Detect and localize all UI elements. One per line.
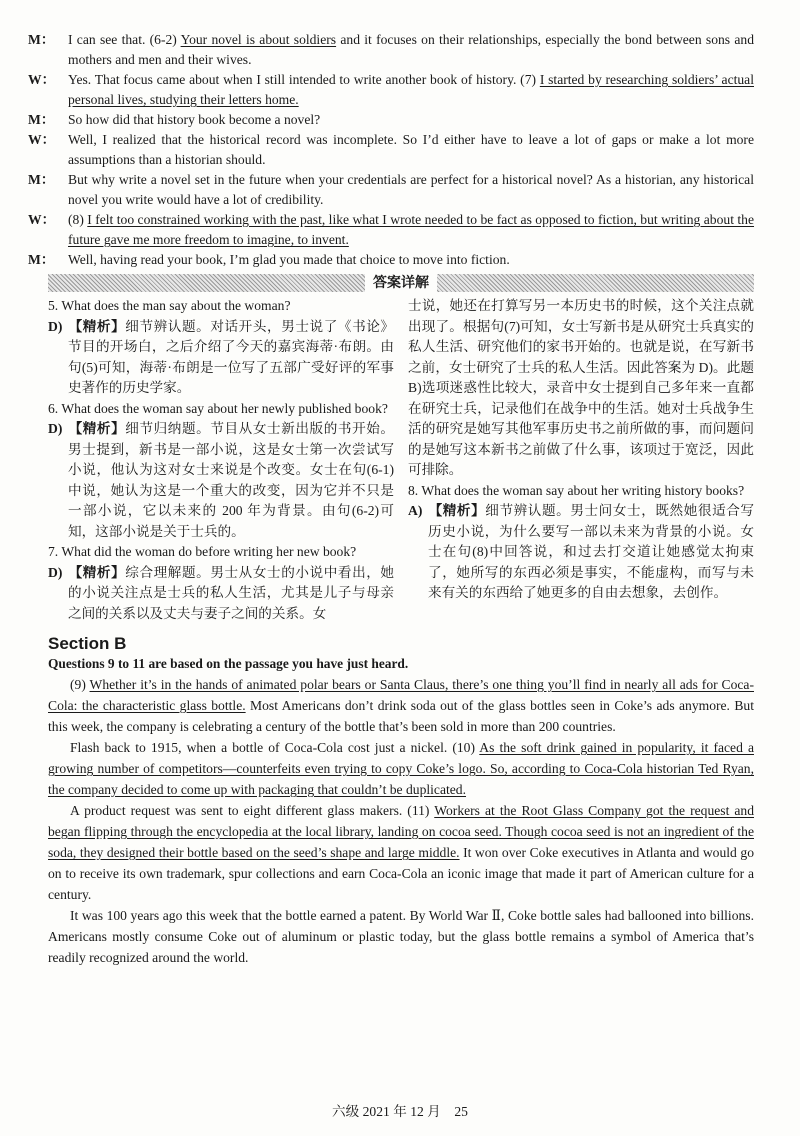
banner-title: 答案详解 [365, 274, 437, 292]
dialogue-line: M： But why write a novel set in the future when your credentials are perfect for a historical novel? As a historian, any historical novel you write would have a lot of credibility. [28, 172, 754, 207]
passage-paragraph-4: It was 100 years ago this week that the bottle earned a patent. By World War Ⅱ, Coke bottle sales had ballooned into billions. Americans mostly consume Coke out of aluminum or plastic today, but the glass bottle remains a symbol of America that’s readily recognized around the world. [48, 908, 754, 965]
answer-7-continued: 士说，她还在打算写另一本历史书的时候，这个关注点就出现了。根据句(7)可知，女士写新书是从研究士兵真实的私人生活、研究他们的家书开始的。也就是说，在写新书之前，女士研究了士兵的私人生活。因此答案为 D)。此题 B)选项迷惑性比较大，录音中女士提到自己多年来一直都在研究士兵，记录他们在战争中的生活。她对士兵战争生活的研究是她写其他军事历史书之前所做的事，而问题问的是她写这本新书之前做了什么事，该项过于宽泛，因此可排除。 [408, 298, 754, 477]
dialogue-line: W： Yes. That focus came about when I still intended to write another book of history. (7) I started by researching soldiers’ actual personal lives, studying their letters home. [28, 72, 754, 107]
answer-5: D) 【精析】细节辨认题。对话开头，男士说了《书论》节目的开场白，之后介绍了今天的嘉宾海蒂·布朗。由句(5)可知，海蒂·布朗是一位写了五部广受好评的军事史著作的历史学家。 [48, 318, 395, 395]
answer-banner [48, 274, 754, 292]
passage-paragraph-3: A product request was sent to eight different glass makers. (11) Workers at the Root Glass Company got the request and began flipping through the encyclopedia at the local library, landing on cocoa seed. Though cocoa seed is not an ingredient of the soda, they designed their bottle based on the seed’s shape and large middle. It won over Coke executives in Atlanta and would go on to receive its own trademark, spur collections and earn Coca-Cola an iconic image that made it part of American culture for a century. [48, 803, 754, 902]
dialogue-line: W： (8) I felt too constrained working with the past, like what I wrote needed to be fact as opposed to fiction, but writing about the future gave me more freedom to imagine, to invent. [28, 212, 755, 247]
dialogue-line: M： Well, having read your book, I’m glad you made that choice to move into fiction. [28, 252, 510, 267]
section-b-note: Questions 9 to 11 are based on the passage you have just heard. [48, 656, 409, 671]
question-5: 5. What does the man say about the woman? [48, 298, 291, 313]
dialogue-line: M： I can see that. (6-2) Your novel is about soldiers and it focuses on their relationships, especially the bond between sons and mothers and men and their wives. [28, 32, 754, 67]
question-6: 6. What does the woman say about her newly published book? [48, 400, 388, 416]
passage-paragraph-1: (9) Whether it’s in the hands of animated polar bears or Santa Claus, there’s one thing you’ll find in nearly all ads for Coca-Cola: the characteristic glass bottle. Most Americans don’t drink soda out of the glass bottles seen in Coke’s ads anymore. But this week, the company is celebrating a century of the bottle that’s been sold in more than 200 countries. [48, 677, 754, 734]
question-8: 8. What does the woman say about her writing history books? [408, 482, 745, 498]
dialogue-line: M： So how did that history book become a novel? [28, 112, 321, 127]
dialogue [28, 30, 755, 270]
answer-columns [48, 296, 754, 624]
answer-8: A) 【精析】细节辨认题。男士问女士，既然她很适合写历史小说，为什么要写一部以未来为背景的小说。女士在句(8)中回答说，和过去打交道让她感觉太拘束了，她所写的东西必须是事实，不能虚构，而写与未来有关的东西给了她更多的自由去想象，去创作。 [408, 503, 755, 600]
right-column [408, 296, 754, 624]
passage-paragraph-2: Flash back to 1915, when a bottle of Coca-Cola cost just a nickel. (10) As the soft drink gained in popularity, it faced a growing number of competitors—counterfeits even trying to copy Coke’s logo. So, according to Coca-Cola historian Ted Ryan, the company decided to come up with packaging that couldn’t be duplicated. [48, 740, 754, 797]
section-b-title: Section B [48, 634, 127, 653]
page-content [28, 30, 755, 968]
page-footer: 六级 2021 年 12 月 25 [332, 1104, 468, 1119]
answer-7: D) 【精析】综合理解题。男士从女士的小说中看出，她的小说关注点是士兵的私人生活，尤其是儿子与母亲之间的关系以及丈夫与妻子之间的关系。女 [48, 564, 395, 621]
dialogue-line: W： Well, I realized that the historical record was incomplete. So I’d either have to leave a lot of gaps or make a lot more assumptions than a historian should. [28, 132, 754, 167]
question-7: 7. What did the woman do before writing her new book? [48, 544, 357, 559]
left-column [48, 296, 394, 624]
answer-6: D) 【精析】细节归纳题。节目从女士新出版的书开始。男士提到，新书是一部小说，这是女士第一次尝试写小说，他认为这对女士来说是个改变。女士在句(6-1)中说，她认为这是一个重大的改变，因为它并不只是一部小说，它以未来的 200 年为背景。由句(6-2)可知，这部小说是关于士兵的。 [48, 421, 395, 539]
